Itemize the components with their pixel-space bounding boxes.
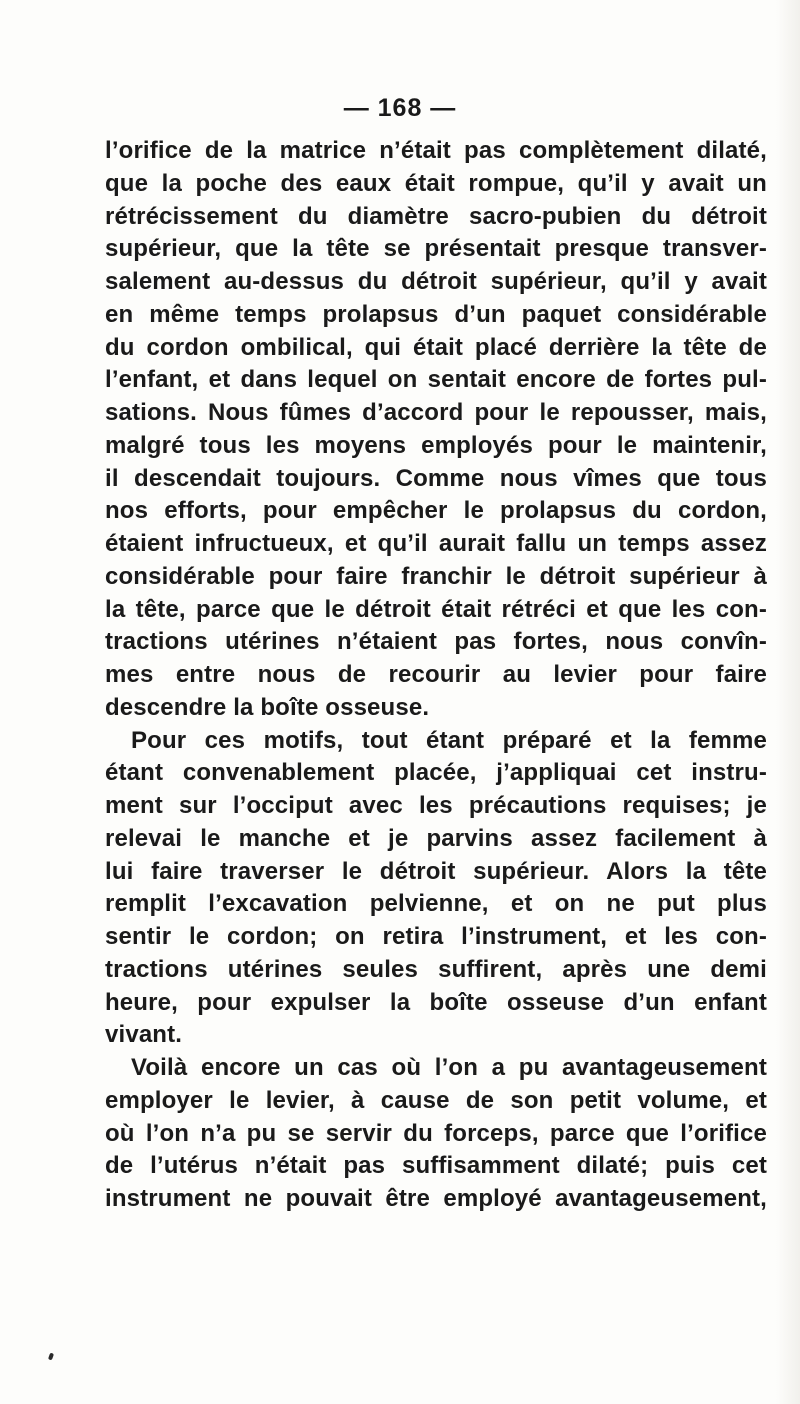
ink-speck xyxy=(48,1353,54,1361)
text-line: relevai le manche et je parvins assez facilement à xyxy=(105,824,767,852)
text-line: employer le levier, à cause de son petit volume, et xyxy=(105,1086,767,1114)
text-line: lui faire traverser le détroit supérieur. Alors la tête xyxy=(105,857,767,885)
text-line: l’enfant, et dans lequel on sentait encore de fortes pul- xyxy=(105,366,767,394)
page-number: — 168 — xyxy=(343,94,457,122)
text-line: en même temps prolapsus d’un paquet considérable xyxy=(105,300,767,328)
text-line: étant convenablement placée, j’appliquai cet instru- xyxy=(105,759,767,787)
text-line: descendre la boîte osseuse. xyxy=(105,693,430,721)
text-line: du cordon ombilical, qui était placé derrière la tête de xyxy=(105,333,767,361)
text-line: sations. Nous fûmes d’accord pour le repousser, mais, xyxy=(105,399,767,426)
text-line: étaient infructueux, et qu’il aurait fallu un temps assez xyxy=(105,530,767,557)
text-line: la tête, parce que le détroit était rétréci et que les con- xyxy=(105,595,767,623)
text-line: il descendait toujours. Comme nous vîmes que tous xyxy=(105,464,767,492)
text-line: où l’on n’a pu se servir du forceps, parce que l’orifice xyxy=(105,1119,767,1147)
text-line: nos efforts, pour empêcher le prolapsus du cordon, xyxy=(105,497,767,525)
text-line: instrument ne pouvait être employé avantageusement, xyxy=(105,1185,767,1212)
text-line: supérieur, que la tête se présentait presque transver- xyxy=(105,235,767,263)
text-line: tractions utérines seules suffirent, après une demi xyxy=(105,955,767,983)
text-line: salement au-dessus du détroit supérieur, qu’il y avait xyxy=(105,268,767,295)
text-line: mes entre nous de recourir au levier pour faire xyxy=(105,661,767,688)
text-line: considérable pour faire franchir le détroit supérieur à xyxy=(105,562,767,590)
text-line: heure, pour expulser la boîte osseuse d’un enfant xyxy=(105,988,767,1016)
paragraph-start-line: Voilà encore un cas où l’on a pu avantageusement xyxy=(131,1054,767,1081)
paragraph-start-line: Pour ces motifs, tout étant préparé et la femme xyxy=(131,726,767,754)
text-line: que la poche des eaux était rompue, qu’il y avait un xyxy=(105,169,767,197)
text-line: ment sur l’occiput avec les précautions requises; je xyxy=(105,792,767,819)
text-line: de l’utérus n’était pas suffisamment dilaté; puis cet xyxy=(105,1152,767,1180)
text-line: remplit l’excavation pelvienne, et on ne put plus xyxy=(105,890,767,918)
body-text xyxy=(105,135,767,1216)
text-line: tractions utérines n’étaient pas fortes, nous convîn- xyxy=(105,628,767,656)
text-line: malgré tous les moyens employés pour le maintenir, xyxy=(105,431,767,459)
text-line: rétrécissement du diamètre sacro-pubien du détroit xyxy=(105,202,767,230)
text-line: sentir le cordon; on retira l’instrument, et les con- xyxy=(105,923,767,950)
text-line: l’orifice de la matrice n’était pas complètement dilaté, xyxy=(105,137,767,164)
text-line: vivant. xyxy=(105,1021,183,1049)
